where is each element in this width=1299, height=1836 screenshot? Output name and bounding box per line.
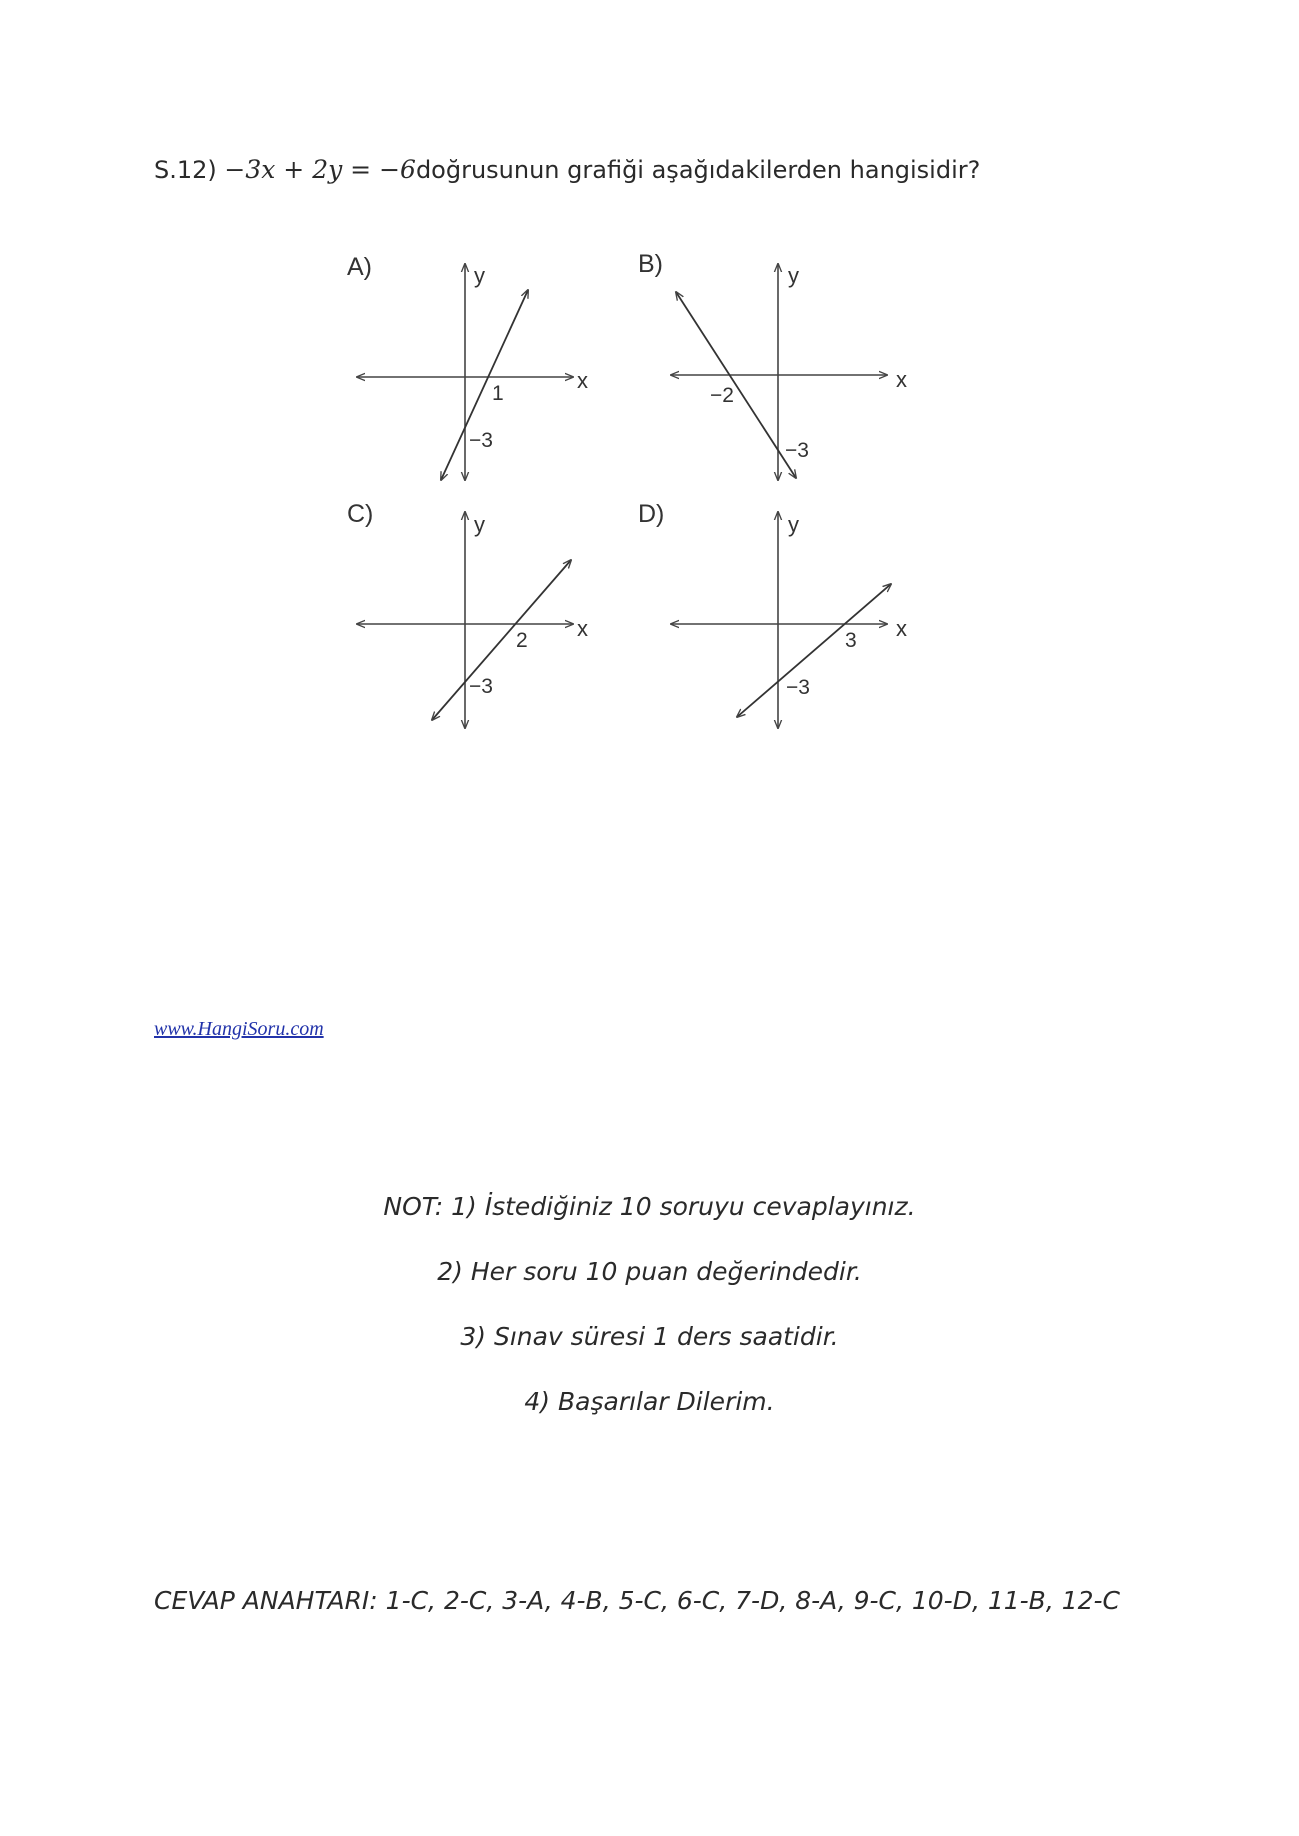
option-a-y-label: y [474,263,485,288]
options-graphs [0,0,1299,760]
option-d-x-intercept-label: 3 [845,629,857,652]
question-number: S.12) [154,156,217,184]
option-d-graph[interactable] [638,500,907,728]
option-d-line [737,584,891,717]
note-line-1: NOT: 1) İstediğiniz 10 soruyu cevaplayınız. [383,1192,916,1221]
question-body: doğrusunun grafiği aşağıdakilerden hangisidir? [415,156,981,184]
website-link[interactable]: www.HangiSoru.com [154,1018,324,1040]
option-b-x-label: x [896,367,907,392]
option-b-y-intercept-label: −3 [785,439,809,462]
option-b-label: B) [638,250,663,278]
answer-key: CEVAP ANAHTARI: 1-C, 2-C, 3-A, 4-B, 5-C, 6-C, 7-D, 8-A, 9-C, 10-D, 11-B, 12-C [154,1586,1121,1615]
option-b-graph[interactable] [638,250,907,480]
note-line-2: 2) Her soru 10 puan değerindedir. [437,1257,862,1286]
option-c-graph[interactable] [347,500,588,728]
option-c-line [432,560,571,720]
option-c-x-label: x [577,616,588,641]
option-a-x-label: x [577,368,588,393]
option-a-label: A) [347,253,372,281]
option-c-y-intercept-label: −3 [469,675,493,698]
option-d-x-label: x [896,616,907,641]
option-d-label: D) [638,500,665,528]
option-c-label: C) [347,500,374,528]
option-b-y-label: y [788,263,799,288]
option-a-x-intercept-label: 1 [492,382,504,405]
exam-notes [0,1192,1299,1452]
option-c-x-intercept-label: 2 [516,629,528,652]
option-a-graph[interactable] [347,253,588,480]
option-c-y-label: y [474,512,485,537]
question-equation: −3x + 2y = −6 [224,155,416,184]
option-d-y-intercept-label: −3 [786,676,810,699]
note-line-3: 3) Sınav süresi 1 ders saatidir. [460,1322,839,1351]
option-d-y-label: y [788,512,799,537]
option-b-x-intercept-label: −2 [710,384,734,407]
note-line-4: 4) Başarılar Dilerim. [524,1387,775,1416]
option-a-y-intercept-label: −3 [469,429,493,452]
